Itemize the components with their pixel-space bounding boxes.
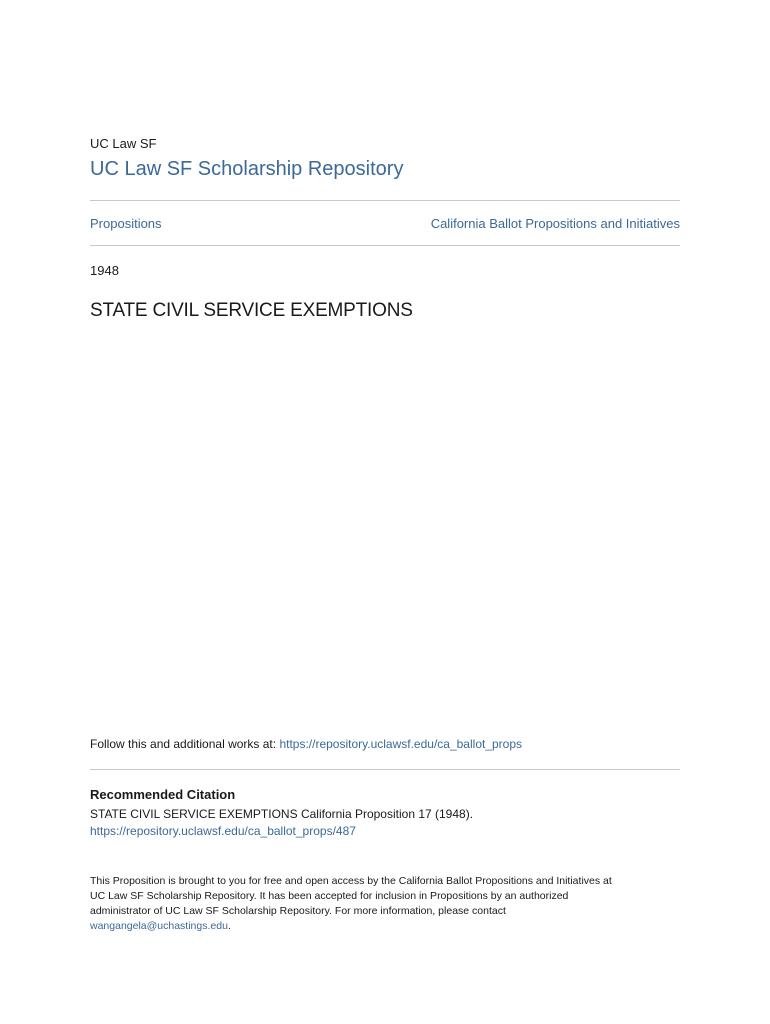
notice-period: .: [227, 920, 231, 932]
notice-line-2: UC Law SF Scholarship Repository. It has been accepted for inclusion in Propositions by an authorized: [90, 890, 569, 902]
notice-line-3: administrator of UC Law SF Scholarship Repository. For more information, please contact: [90, 905, 506, 917]
access-notice: [90, 874, 670, 934]
citation-heading: Recommended Citation: [90, 787, 236, 802]
document-title: STATE CIVIL SERVICE EXEMPTIONS: [90, 300, 413, 321]
notice-line-1: This Proposition is brought to you for free and open access by the California Ballot Propositions and Initiatives at: [90, 875, 612, 887]
citation-link[interactable]: https://repository.uclawsf.edu/ca_ballot_props/487: [90, 824, 356, 838]
citation-divider: [90, 769, 680, 770]
notice-line-4: [90, 919, 670, 934]
propositions-link[interactable]: Propositions: [90, 216, 162, 231]
institution-name: UC Law SF: [90, 136, 157, 151]
follow-link[interactable]: https://repository.uclawsf.edu/ca_ballot_props: [279, 737, 523, 751]
follow-line: [90, 737, 522, 751]
cover-page: [90, 0, 680, 1024]
breadcrumb-divider: [90, 245, 680, 246]
citation-text: STATE CIVIL SERVICE EXEMPTIONS California Proposition 17 (1948).: [90, 807, 474, 821]
collection-link[interactable]: California Ballot Propositions and Initiatives: [430, 216, 680, 231]
top-divider: [90, 200, 680, 201]
repository-title-link[interactable]: UC Law SF Scholarship Repository: [90, 158, 404, 180]
follow-prefix: Follow this and additional works at:: [90, 737, 280, 751]
publication-year: 1948: [90, 263, 119, 278]
contact-email-link[interactable]: wangangela@uchastings.edu: [90, 920, 228, 932]
